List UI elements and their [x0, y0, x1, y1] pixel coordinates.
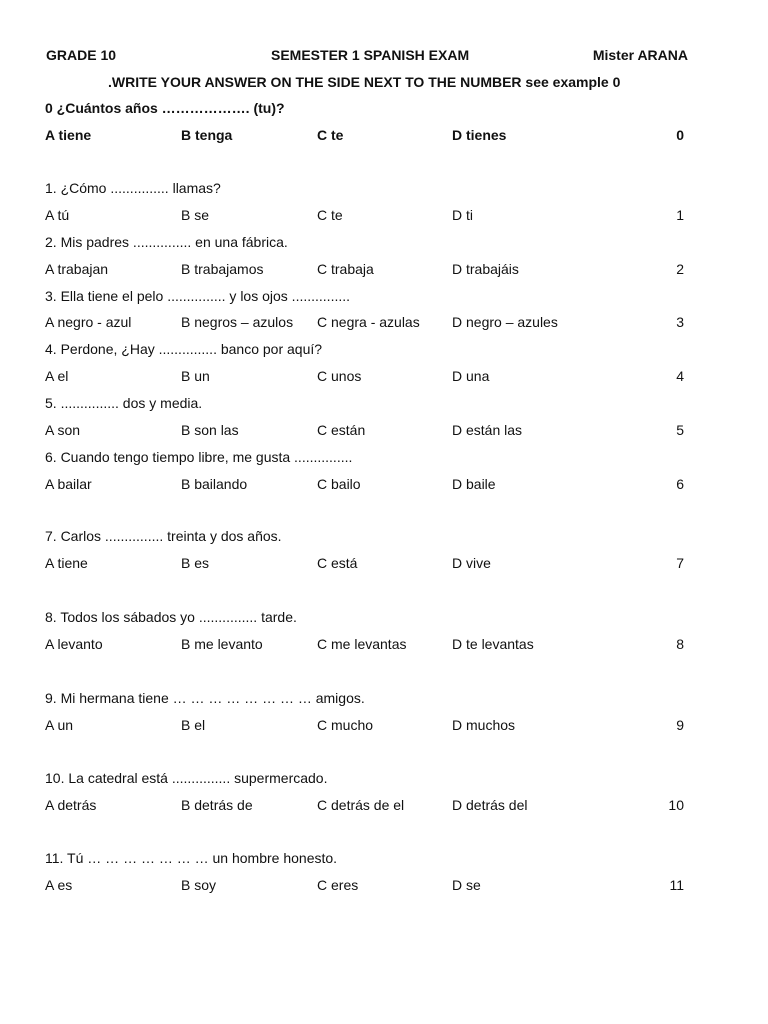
option-c: C mucho	[317, 717, 374, 733]
option-b: B me levanto	[181, 636, 263, 652]
option-c: C te	[317, 207, 343, 223]
option-c: C están	[317, 422, 366, 438]
options-row	[0, 312, 768, 332]
example-question	[0, 98, 768, 118]
question-row	[0, 607, 768, 627]
option-a: A es	[45, 877, 73, 893]
question-text: 2. Mis padres ............... en una fábrica.	[45, 234, 288, 250]
option-a: A el	[45, 368, 69, 384]
question-row	[0, 232, 768, 252]
option-d: D negro – azules	[452, 314, 558, 330]
question-text: 11. Tú … … … … … … … un hombre honesto.	[45, 850, 338, 866]
answer-number: 11	[669, 877, 684, 893]
option-b: B se	[181, 207, 210, 223]
option-c: C unos	[317, 368, 362, 384]
question-text: 5. ............... dos y media.	[45, 395, 203, 411]
example-options	[0, 125, 768, 145]
example-option-c: C te	[317, 127, 344, 143]
option-b: B son las	[181, 422, 239, 438]
question-row	[0, 848, 768, 868]
question-text: 3. Ella tiene el pelo ............... y los ojos ...............	[45, 288, 351, 304]
answer-number: 6	[676, 476, 684, 492]
question-row	[0, 768, 768, 788]
option-d: D están las	[452, 422, 523, 438]
options-row	[0, 366, 768, 386]
question-row	[0, 286, 768, 306]
question-text: 1. ¿Cómo ............... llamas?	[45, 180, 221, 196]
example-number: 0	[676, 127, 684, 143]
example-question-text: 0 ¿Cuántos años ………………. (tu)?	[45, 100, 285, 116]
question-text: 4. Perdone, ¿Hay ............... banco por aquí?	[45, 341, 323, 357]
question-text: 10. La catedral está ............... supermercado.	[45, 770, 328, 786]
question-row	[0, 447, 768, 467]
option-a: A tiene	[45, 555, 88, 571]
option-b: B soy	[181, 877, 217, 893]
options-row	[0, 474, 768, 494]
answer-number: 8	[676, 636, 684, 652]
option-d: D trabajáis	[452, 261, 519, 277]
option-b: B trabajamos	[181, 261, 264, 277]
option-d: D detrás del	[452, 797, 528, 813]
option-c: C está	[317, 555, 358, 571]
teacher-name: Mister ARANA	[592, 47, 688, 63]
option-b: B negros – azulos	[181, 314, 294, 330]
question-row	[0, 393, 768, 413]
question-text: 8. Todos los sábados yo ............... tarde.	[45, 609, 297, 625]
option-a: A son	[45, 422, 81, 438]
option-d: D baile	[452, 476, 496, 492]
options-row	[0, 634, 768, 654]
option-a: A levanto	[45, 636, 103, 652]
example-option-a: A tiene	[45, 127, 92, 143]
options-row	[0, 205, 768, 225]
example-option-d: D tienes	[452, 127, 507, 143]
option-a: A trabajan	[45, 261, 109, 277]
exam-title: SEMESTER 1 SPANISH EXAM	[271, 47, 470, 63]
options-row	[0, 259, 768, 279]
question-row	[0, 526, 768, 546]
options-row	[0, 875, 768, 895]
options-row	[0, 553, 768, 573]
option-d: D te levantas	[452, 636, 534, 652]
option-c: C me levantas	[317, 636, 407, 652]
answer-number: 1	[676, 207, 684, 223]
question-row	[0, 688, 768, 708]
grade-label: GRADE 10	[46, 47, 117, 63]
answer-number: 2	[676, 261, 684, 277]
answer-number: 4	[676, 368, 684, 384]
option-d: D una	[452, 368, 490, 384]
question-text: 9. Mi hermana tiene … … … … … … … … amigos.	[45, 690, 365, 706]
answer-number: 7	[676, 555, 684, 571]
option-c: C negra - azulas	[317, 314, 420, 330]
option-a: A negro - azul	[45, 314, 132, 330]
option-b: B el	[181, 717, 206, 733]
exam-header	[0, 45, 768, 65]
option-d: D vive	[452, 555, 491, 571]
option-c: C detrás de el	[317, 797, 405, 813]
question-row	[0, 339, 768, 359]
option-b: B es	[181, 555, 210, 571]
option-d: D muchos	[452, 717, 516, 733]
option-b: B detrás de	[181, 797, 253, 813]
option-b: B bailando	[181, 476, 248, 492]
question-text: 6. Cuando tengo tiempo libre, me gusta ...............	[45, 449, 353, 465]
instruction-text: .WRITE YOUR ANSWER ON THE SIDE NEXT TO THE NUMBER see example 0	[108, 74, 621, 90]
option-a: A detrás	[45, 797, 97, 813]
option-a: A bailar	[45, 476, 92, 492]
option-c: C bailo	[317, 476, 361, 492]
option-c: C eres	[317, 877, 359, 893]
answer-number: 10	[668, 797, 684, 813]
answer-number: 3	[676, 314, 684, 330]
option-d: D ti	[452, 207, 473, 223]
question-text: 7. Carlos ............... treinta y dos años.	[45, 528, 282, 544]
option-c: C trabaja	[317, 261, 374, 277]
option-d: D se	[452, 877, 481, 893]
question-row	[0, 178, 768, 198]
instruction-line	[0, 72, 768, 92]
answer-number: 9	[676, 717, 684, 733]
option-a: A un	[45, 717, 74, 733]
options-row	[0, 795, 768, 815]
option-b: B un	[181, 368, 210, 384]
example-option-b: B tenga	[181, 127, 233, 143]
option-a: A tú	[45, 207, 70, 223]
answer-number: 5	[676, 422, 684, 438]
options-row	[0, 420, 768, 440]
options-row	[0, 715, 768, 735]
